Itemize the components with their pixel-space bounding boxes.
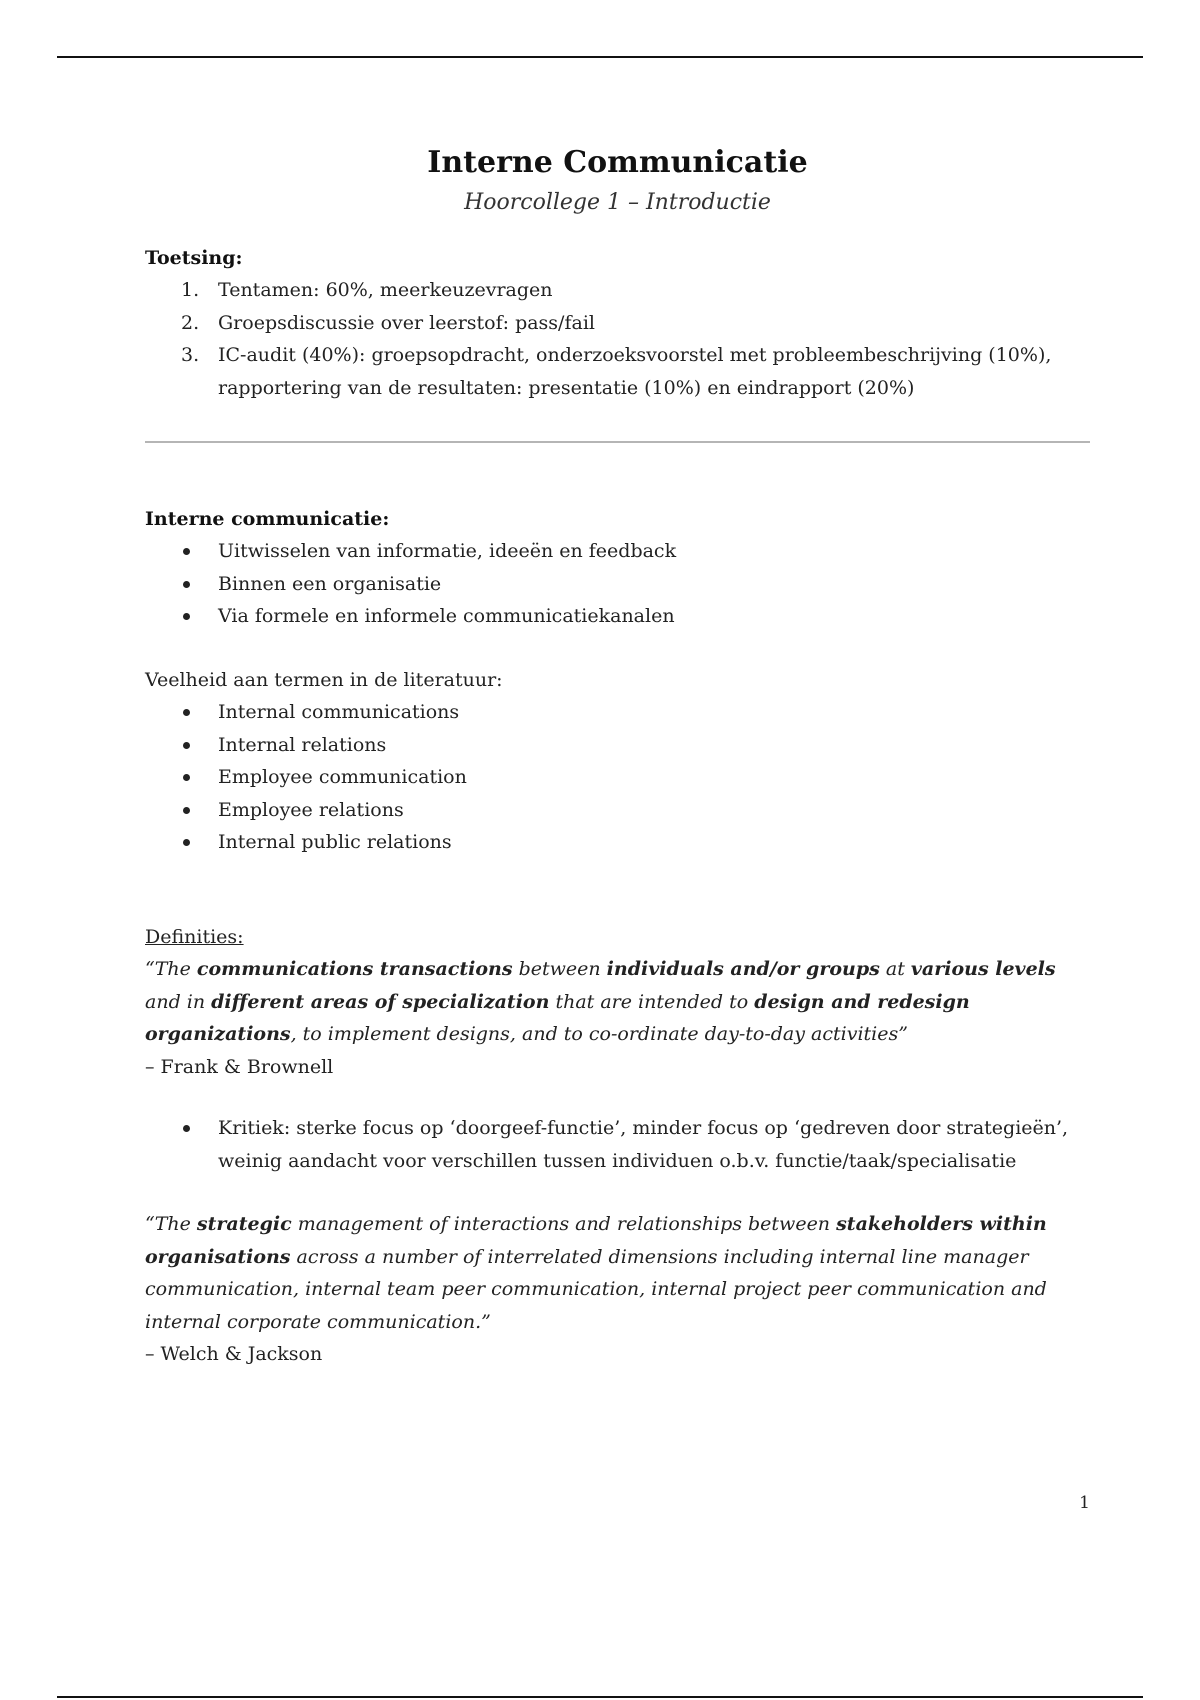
termen-list xyxy=(145,696,1090,859)
list-item xyxy=(145,307,1090,340)
interne-communicatie-list xyxy=(145,535,1090,633)
list-item xyxy=(145,339,1090,404)
list-number: 3. xyxy=(181,344,200,366)
bullet-icon xyxy=(183,709,190,716)
list-number: 1. xyxy=(181,279,200,301)
quote-attribution: – Frank & Brownell xyxy=(145,1055,334,1078)
bullet-icon xyxy=(183,613,190,620)
bullet-icon xyxy=(183,742,190,749)
termen-intro: Veelheid aan termen in de literatuur: xyxy=(145,668,503,691)
list-item xyxy=(145,761,1090,794)
list-number: 2. xyxy=(181,311,200,334)
document-title: Interne Communicatie xyxy=(427,145,808,180)
list-item xyxy=(145,535,1090,568)
quote-emphasis: individuals and/or groups xyxy=(606,958,880,980)
list-item xyxy=(145,794,1090,827)
bullet-icon xyxy=(183,1125,190,1132)
quote-emphasis: design and redesign organizations xyxy=(145,990,970,1045)
toetsing-list xyxy=(145,274,1090,404)
quote-text: that are intended to xyxy=(549,990,755,1013)
quote-text: management of interactions and relationships between xyxy=(291,1213,837,1235)
quote-emphasis: communications transactions xyxy=(196,958,513,980)
list-item-text: Binnen een organisatie xyxy=(218,572,442,595)
toetsing-heading: Toetsing: xyxy=(145,247,243,269)
quote-attribution: – Welch & Jackson xyxy=(145,1343,323,1365)
document-body xyxy=(145,138,1090,1371)
quote-text: , to implement designs, and to co-ordinate day-to-day activities” xyxy=(290,1023,908,1045)
interne-communicatie-heading: Interne communicatie: xyxy=(145,508,390,530)
list-item-text: Employee relations xyxy=(218,798,404,821)
list-item-text: Internal relations xyxy=(218,733,387,756)
definition-quote-frank-brownell xyxy=(145,953,1090,1051)
quote-text: between xyxy=(512,958,607,980)
list-item xyxy=(145,729,1090,762)
quote-text: “The xyxy=(145,958,197,980)
list-item xyxy=(145,1112,1090,1177)
bullet-icon xyxy=(183,548,190,555)
list-item-text: Internal public relations xyxy=(218,831,452,853)
definities-heading: Definities: xyxy=(145,925,244,948)
quote-emphasis: strategic xyxy=(196,1213,292,1235)
definition-quote-welch-jackson xyxy=(145,1208,1090,1338)
bullet-icon xyxy=(183,774,190,781)
list-item xyxy=(145,826,1090,859)
quote-emphasis: stakeholders within organisations xyxy=(145,1213,1047,1268)
page-number: 1 xyxy=(1079,1493,1090,1513)
quote-emphasis: various levels xyxy=(910,958,1056,980)
bullet-icon xyxy=(183,581,190,588)
quote-emphasis: different areas of specialization xyxy=(211,990,550,1013)
document-subtitle: Hoorcollege 1 – Introductie xyxy=(464,190,771,215)
quote-text: across a number of interrelated dimensions including internal line manager communication, internal team peer communication, internal project peer communication and internal corporate communication.” xyxy=(145,1245,1047,1333)
list-item-text: Uitwisselen van informatie, ideeën en feedback xyxy=(218,540,677,562)
list-item-text: Internal communications xyxy=(218,701,460,723)
list-item-text: IC-audit (40%): groepsopdracht, onderzoeksvoorstel met probleembeschrijving (10%), rapportering van de resultaten: presentatie (10%) en eindrapport (20%) xyxy=(218,344,1052,399)
list-item-text: Kritiek: sterke focus op ‘doorgeef-functie’, minder focus op ‘gedreven door strategieën’, weinig aandacht voor verschillen tussen individuen o.b.v. functie/taak/specialisatie xyxy=(218,1117,1069,1172)
page-top-rule xyxy=(57,56,1143,58)
list-item-text: Employee communication xyxy=(218,766,467,788)
quote-text: “The xyxy=(145,1213,197,1235)
list-item xyxy=(145,274,1090,307)
list-item-text: Via formele en informele communicatiekanalen xyxy=(218,605,675,627)
bullet-icon xyxy=(183,807,190,814)
quote-text: and in xyxy=(145,990,212,1013)
quote-text: at xyxy=(879,958,911,980)
list-item-text: Groepsdiscussie over leerstof: pass/fail xyxy=(218,311,595,334)
page-bottom-rule xyxy=(57,1696,1143,1698)
list-item xyxy=(145,568,1090,601)
kritiek-list xyxy=(145,1112,1090,1177)
list-item-text: Tentamen: 60%, meerkeuzevragen xyxy=(218,279,553,301)
bullet-icon xyxy=(183,839,190,846)
list-item xyxy=(145,600,1090,633)
list-item xyxy=(145,696,1090,729)
